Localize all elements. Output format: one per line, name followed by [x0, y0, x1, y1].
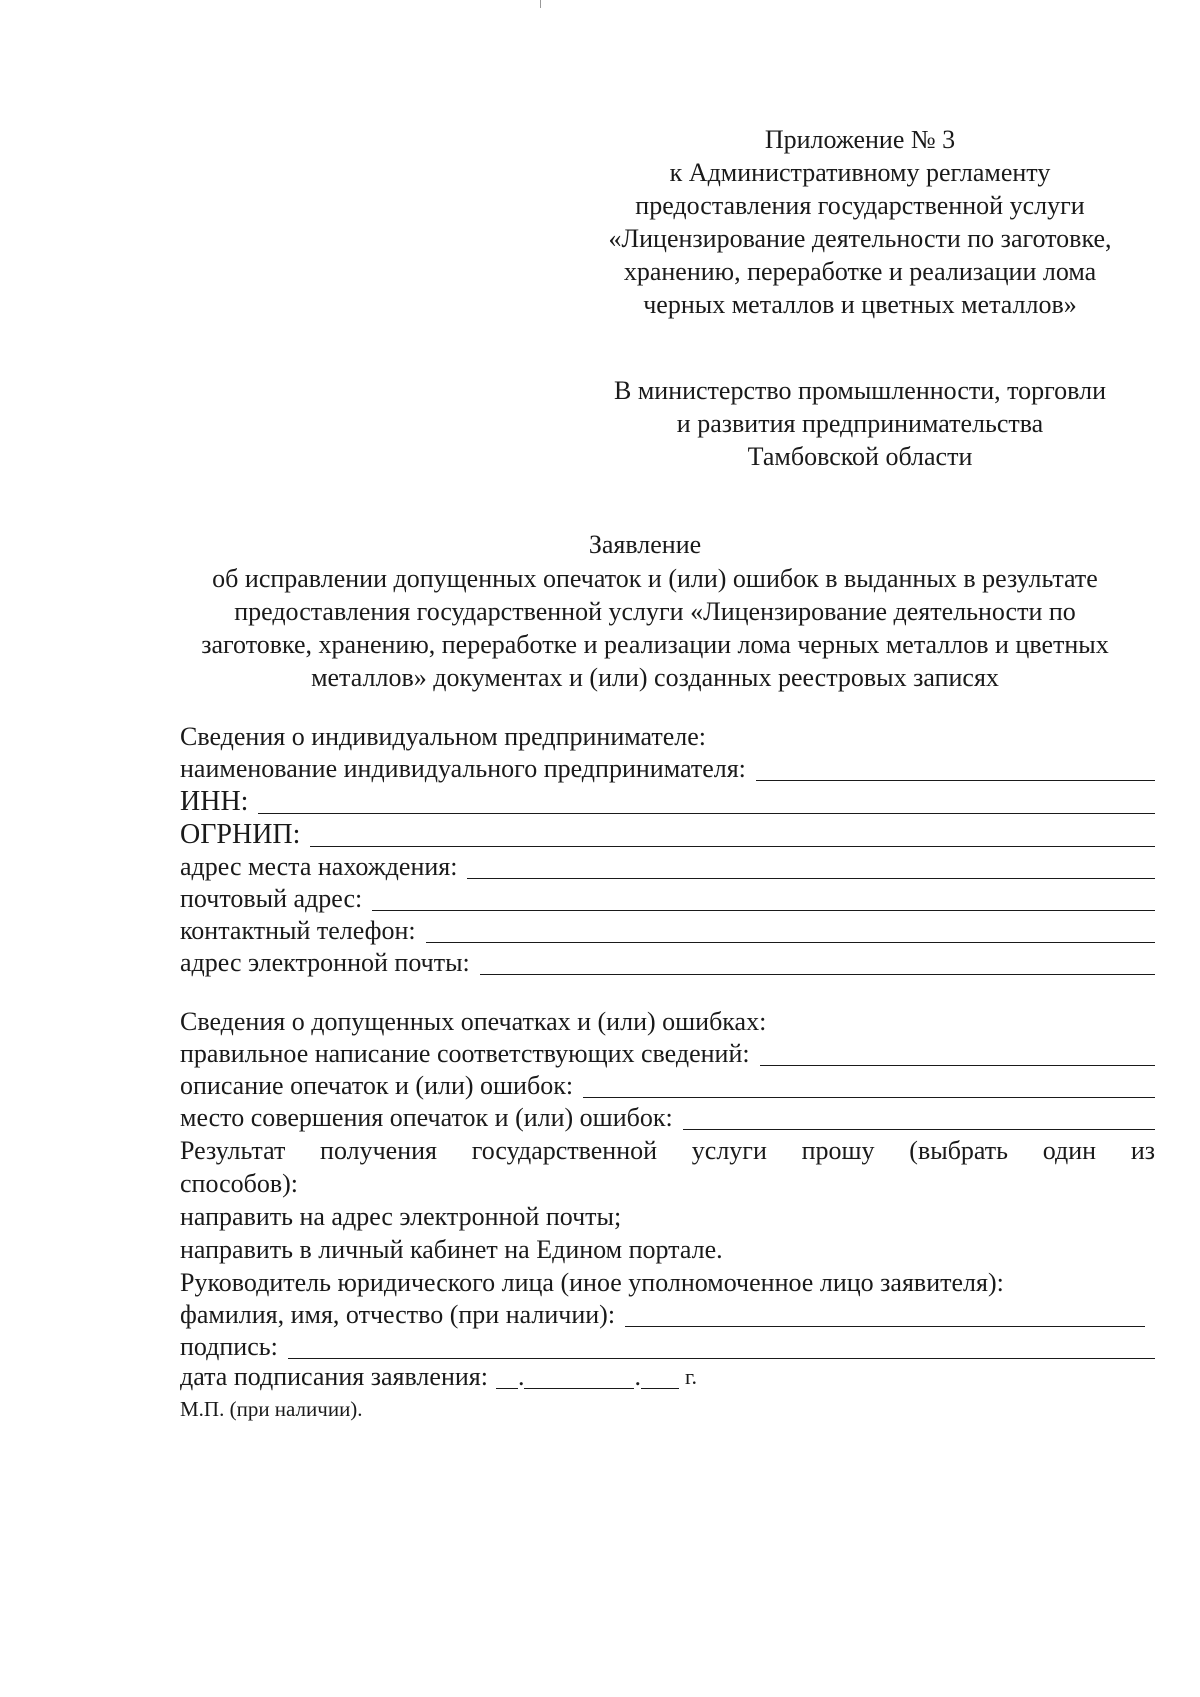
postal-label: почтовый адрес:: [180, 884, 363, 913]
subject-line: заготовке, хранению, переработке и реализации лома черных металлов и цветных: [201, 630, 1109, 659]
addressee-line: В министерство промышленности, торговли: [613, 376, 1106, 405]
entrepreneur-name-field[interactable]: [756, 779, 1155, 781]
email-label: адрес электронной почты:: [180, 948, 470, 977]
year-suffix: г.: [684, 1364, 697, 1389]
email-row: [180, 947, 1155, 979]
signature-field[interactable]: [288, 1357, 1155, 1359]
header-line: предоставления государственной услуги: [635, 191, 1085, 220]
phone-label: контактный телефон:: [180, 916, 416, 945]
ogrnip-label: ОГРНИП:: [180, 819, 301, 850]
fio-label: фамилия, имя, отчество (при наличии):: [180, 1300, 616, 1329]
entrepreneur-name-row: [180, 753, 1155, 785]
header-line: к Административному регламенту: [669, 158, 1051, 187]
document-subject: [145, 562, 1165, 694]
correct-spelling-field[interactable]: [760, 1064, 1155, 1066]
addressee-line: и развития предпринимательства: [676, 409, 1044, 438]
postal-field[interactable]: [372, 909, 1155, 911]
date-separator: .: [634, 1362, 641, 1391]
sign-day-field[interactable]: [496, 1387, 518, 1389]
phone-row: [180, 915, 1155, 947]
email-field[interactable]: [480, 973, 1155, 975]
result-request-text: Результат получения государственной услуги прошу (выбрать один из: [180, 1136, 1155, 1165]
entrepreneur-name-label: наименование индивидуального предпринимателя:: [180, 754, 746, 783]
error-place-label: место совершения опечаток и (или) ошибок:: [180, 1103, 673, 1132]
addressee-line: Тамбовской области: [747, 442, 973, 471]
ogrnip-row: [180, 818, 1155, 851]
subject-line: об исправлении допущенных опечаток и (или) ошибок в выданных в результате: [212, 564, 1098, 593]
error-description-row: [180, 1070, 1155, 1102]
date-separator: .: [517, 1362, 525, 1391]
appendix-header: [580, 123, 1140, 321]
option-email: направить на адрес электронной почты;: [180, 1202, 622, 1231]
error-place-field[interactable]: [683, 1128, 1155, 1130]
inn-label: ИНН:: [180, 786, 249, 817]
correct-spelling-label: правильное написание соответствующих сведений:: [180, 1039, 750, 1068]
phone-field[interactable]: [426, 941, 1155, 943]
result-request-text-cont: способов):: [180, 1169, 299, 1198]
correct-spelling-row: [180, 1038, 1155, 1070]
subject-line: металлов» документах и (или) созданных реестровых записях: [311, 663, 999, 692]
sign-date-label: дата подписания заявления:: [180, 1362, 488, 1391]
location-row: [180, 851, 1155, 883]
errors-section-heading: Сведения о допущенных опечатках и (или) ошибках:: [180, 1007, 767, 1036]
sign-year-field[interactable]: [641, 1387, 679, 1389]
subject-line: предоставления государственной услуги «Лицензирование деятельности по: [234, 597, 1076, 626]
section-gap: [180, 979, 1155, 1005]
document-title: Заявление: [588, 530, 702, 559]
inn-row: [180, 785, 1155, 818]
header-line: хранению, переработке и реализации лома: [623, 257, 1097, 286]
location-label: адрес места нахождения:: [180, 852, 458, 881]
error-description-field[interactable]: [583, 1096, 1155, 1098]
signature-row: [180, 1331, 1155, 1363]
header-line: «Лицензирование деятельности по заготовке,: [608, 224, 1112, 253]
error-place-row: [180, 1102, 1155, 1134]
header-line: черных металлов и цветных металлов»: [643, 290, 1077, 319]
inn-field[interactable]: [258, 812, 1155, 814]
application-form: [180, 720, 1155, 1421]
fio-field[interactable]: [625, 1325, 1145, 1327]
postal-row: [180, 883, 1155, 915]
scan-mark: [540, 0, 541, 8]
option-portal: направить в личный кабинет на Едином портале.: [180, 1235, 723, 1264]
sign-date-row: [180, 1363, 1155, 1393]
sign-month-field[interactable]: [524, 1387, 634, 1389]
entrepreneur-section-heading: Сведения о индивидуальном предпринимателе:: [180, 722, 707, 751]
header-line: Приложение № 3: [764, 125, 956, 154]
error-description-label: описание опечаток и (или) ошибок:: [180, 1071, 574, 1100]
signature-label: подпись:: [180, 1332, 278, 1361]
stamp-note: М.П. (при наличии).: [180, 1397, 363, 1421]
ogrnip-field[interactable]: [310, 845, 1155, 847]
fio-row: [180, 1299, 1155, 1331]
addressee-block: [580, 374, 1140, 473]
location-field[interactable]: [467, 877, 1155, 879]
head-person-heading: Руководитель юридического лица (иное уполномоченное лицо заявителя):: [180, 1268, 1004, 1297]
